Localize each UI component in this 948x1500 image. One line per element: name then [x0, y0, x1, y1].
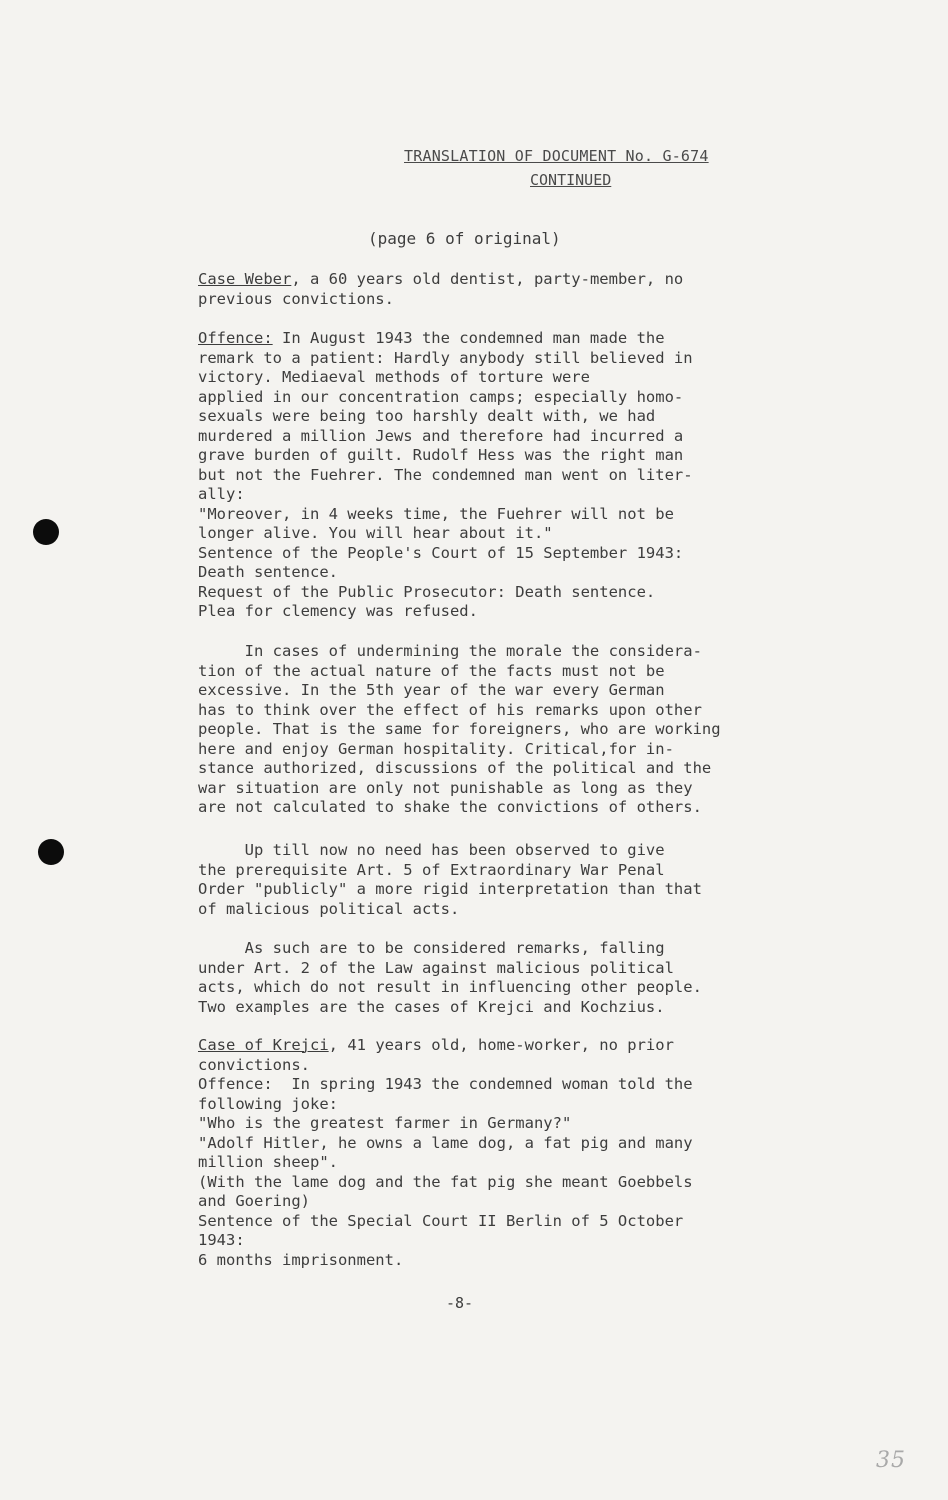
punch-hole-lower: [38, 839, 64, 865]
paragraph-line: As such are to be considered remarks, falling: [198, 939, 665, 957]
case-krejci-line: convictions.: [198, 1055, 310, 1074]
paragraph-line: the prerequisite Art. 5 of Extraordinary War Penal: [198, 860, 665, 879]
offence-line: victory. Mediaeval methods of torture were: [198, 368, 590, 386]
offence-line: but not the Fuehrer. The condemned man went on liter-: [198, 465, 693, 484]
case-krejci-line: (With the lame dog and the fat pig she meant Goebbels: [198, 1172, 693, 1191]
offence-line: applied in our concentration camps; especially homo-: [198, 387, 684, 406]
case-krejci-line: and Goering): [198, 1192, 310, 1210]
case-krejci-line: 1943:: [198, 1231, 245, 1249]
paragraph-line: Up till now no need has been observed to give: [198, 841, 665, 859]
case-krejci-label: Case of Krejci: [198, 1036, 329, 1054]
offence-line: longer alive. You will hear about it.": [198, 524, 553, 542]
case-krejci: [198, 1036, 693, 1270]
paragraph-line: Order "publicly" a more rigid interpretation than that: [198, 880, 702, 898]
offence-line: remark to a patient: Hardly anybody still believed in: [198, 348, 693, 367]
offence-line: Plea for clemency was refused.: [198, 602, 478, 620]
case-krejci-line: 6 months imprisonment.: [198, 1250, 404, 1269]
paragraph-line: tion of the actual nature of the facts must not be: [198, 661, 665, 680]
paragraph-line: under Art. 2 of the Law against malicious political: [198, 958, 674, 977]
case-weber-intro-line2: previous convictions.: [198, 289, 394, 308]
offence-first-line: In August 1943 the condemned man made the: [272, 329, 665, 347]
offence-label: Offence:: [198, 329, 273, 347]
paragraph-line: are not calculated to shake the convictions of others.: [198, 798, 702, 816]
document-title: TRANSLATION OF DOCUMENT No. G-674: [404, 147, 709, 165]
paragraph-line: has to think over the effect of his remarks upon other: [198, 700, 702, 719]
paragraph-undermining-morale: [198, 642, 721, 818]
offence-line: Sentence of the People's Court of 15 September 1943:: [198, 543, 684, 562]
offence-line: Request of the Public Prosecutor: Death sentence.: [198, 582, 656, 601]
paragraph-publicly: [198, 841, 702, 919]
paragraph-line: In cases of undermining the morale the considera-: [198, 642, 702, 660]
case-krejci-line: "Adolf Hitler, he owns a lame dog, a fat pig and many: [198, 1133, 693, 1152]
paragraph-line: here and enjoy German hospitality. Critical,for in-: [198, 739, 674, 758]
offence-line: "Moreover, in 4 weeks time, the Fuehrer will not be: [198, 504, 674, 523]
paragraph-line: people. That is the same for foreigners, who are working: [198, 720, 721, 738]
case-weber-label: Case Weber: [198, 270, 292, 288]
case-krejci-intro-text: , 41 years old, home-worker, no prior: [328, 1036, 674, 1054]
paragraph-line: Two examples are the cases of Krejci and Kochzius.: [198, 997, 665, 1016]
offence-line: ally:: [198, 485, 245, 503]
paragraph-line: war situation are only not punishable as long as they: [198, 778, 693, 797]
case-weber-intro: [198, 270, 683, 309]
case-weber-intro-text: , a 60 years old dentist, party-member, no: [291, 270, 684, 288]
paragraph-line: stance authorized, discussions of the political and the: [198, 759, 712, 777]
offence-line: grave burden of guilt. Rudolf Hess was the right man: [198, 446, 684, 464]
paragraph-remarks: [198, 939, 702, 1017]
offence-line: Death sentence.: [198, 563, 338, 581]
paragraph-line: excessive. In the 5th year of the war every German: [198, 681, 665, 699]
case-krejci-line: Offence: In spring 1943 the condemned woman told the: [198, 1075, 693, 1093]
paragraph-line: acts, which do not result in influencing other people.: [198, 978, 702, 996]
page-number: -8-: [446, 1294, 474, 1312]
offence-line: murdered a million Jews and therefore had incurred a: [198, 426, 684, 445]
case-krejci-line: Sentence of the Special Court II Berlin of 5 October: [198, 1211, 684, 1230]
case-krejci-line: "Who is the greatest farmer in Germany?": [198, 1114, 572, 1132]
case-krejci-line: million sheep".: [198, 1153, 338, 1171]
page-reference: (page 6 of original): [368, 229, 561, 248]
continued-label: CONTINUED: [530, 171, 612, 189]
paragraph-line: of malicious political acts.: [198, 899, 460, 918]
handwritten-page-number: 35: [876, 1448, 906, 1473]
offence-line: sexuals were being too harshly dealt with, we had: [198, 407, 656, 425]
case-krejci-line: following joke:: [198, 1094, 338, 1113]
case-weber-offence: [198, 329, 693, 622]
punch-hole-upper: [33, 519, 59, 545]
